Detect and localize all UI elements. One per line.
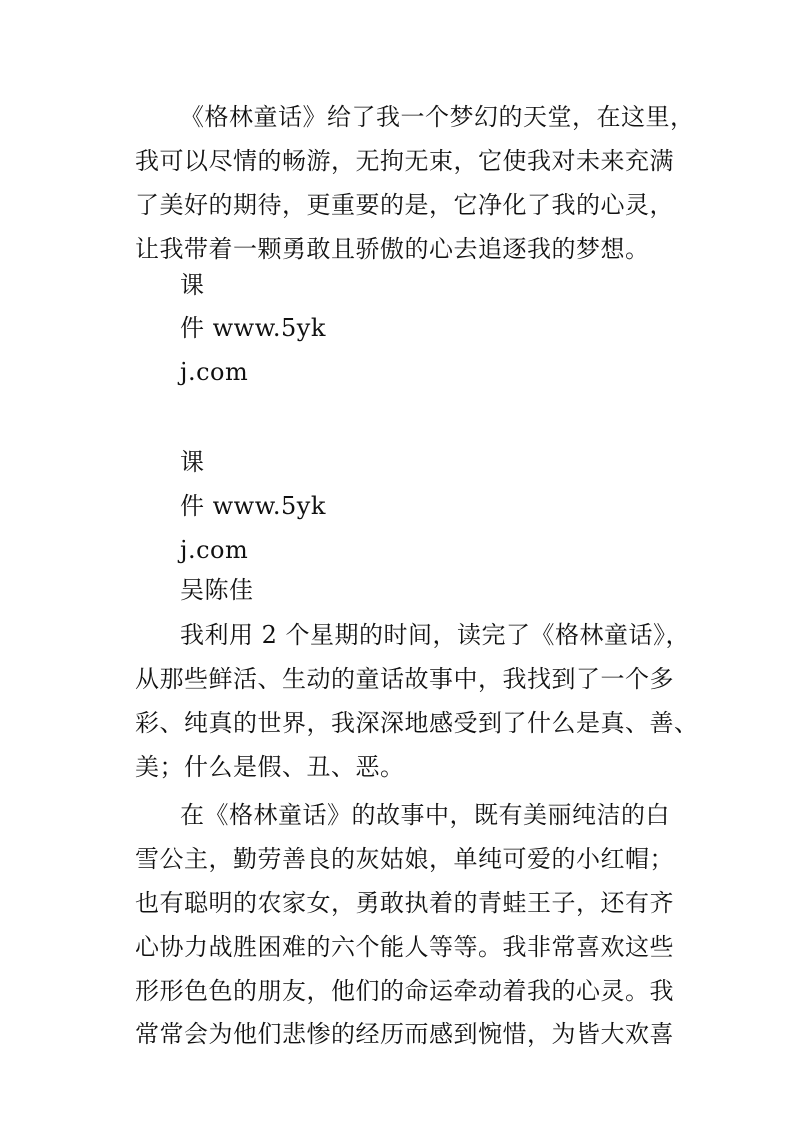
paragraph-1-line-2: 我可以尽情的畅游，无拘无束，它使我对未来充满 [135,147,674,175]
paragraph-3-line-6: 常常会为他们悲惨的经历而感到惋惜，为皆大欢喜 [135,1020,674,1048]
paragraph-2-line-3: 彩、纯真的世界，我深深地感受到了什么是真、善、 [135,709,699,737]
paragraph-3-line-4: 心协力战胜困难的六个能人等等。我非常喜欢这些 [135,933,674,961]
paragraph-2-line-4: 美；什么是假、丑、恶。 [135,753,405,781]
author-name: 吴陈佳 [180,576,254,604]
watermark-text-line-1: 课 [180,271,205,299]
watermark-text-line-3: j.com [180,358,249,386]
paragraph-1-line-1: 《格林童话》给了我一个梦幻的天堂，在这里， [180,103,695,131]
watermark-text-line-2: 件 www.5yk [180,314,326,342]
paragraph-3-line-5: 形形色色的朋友，他们的命运牵动着我的心灵。我 [135,977,674,1005]
watermark-text-line-6: j.com [180,536,249,564]
watermark-text-line-5: 件 www.5yk [180,492,326,520]
paragraph-3-line-1: 在《格林童话》的故事中，既有美丽纯洁的白 [180,801,670,829]
paragraph-1-line-4: 让我带着一颗勇敢且骄傲的心去追逐我的梦想。 [135,235,650,263]
paragraph-1-line-3: 了美好的期待，更重要的是，它净化了我的心灵， [135,191,674,219]
paragraph-2-line-1: 我利用 2 个星期的时间，读完了《格林童话》， [180,621,691,649]
watermark-text-line-4: 课 [180,448,205,476]
paragraph-3-line-3: 也有聪明的农家女，勇敢执着的青蛙王子，还有齐 [135,889,674,917]
paragraph-3-line-2: 雪公主，勤劳善良的灰姑娘，单纯可爱的小红帽； [135,845,674,873]
paragraph-2-line-2: 从那些鲜活、生动的童话故事中，我找到了一个多 [135,665,674,693]
